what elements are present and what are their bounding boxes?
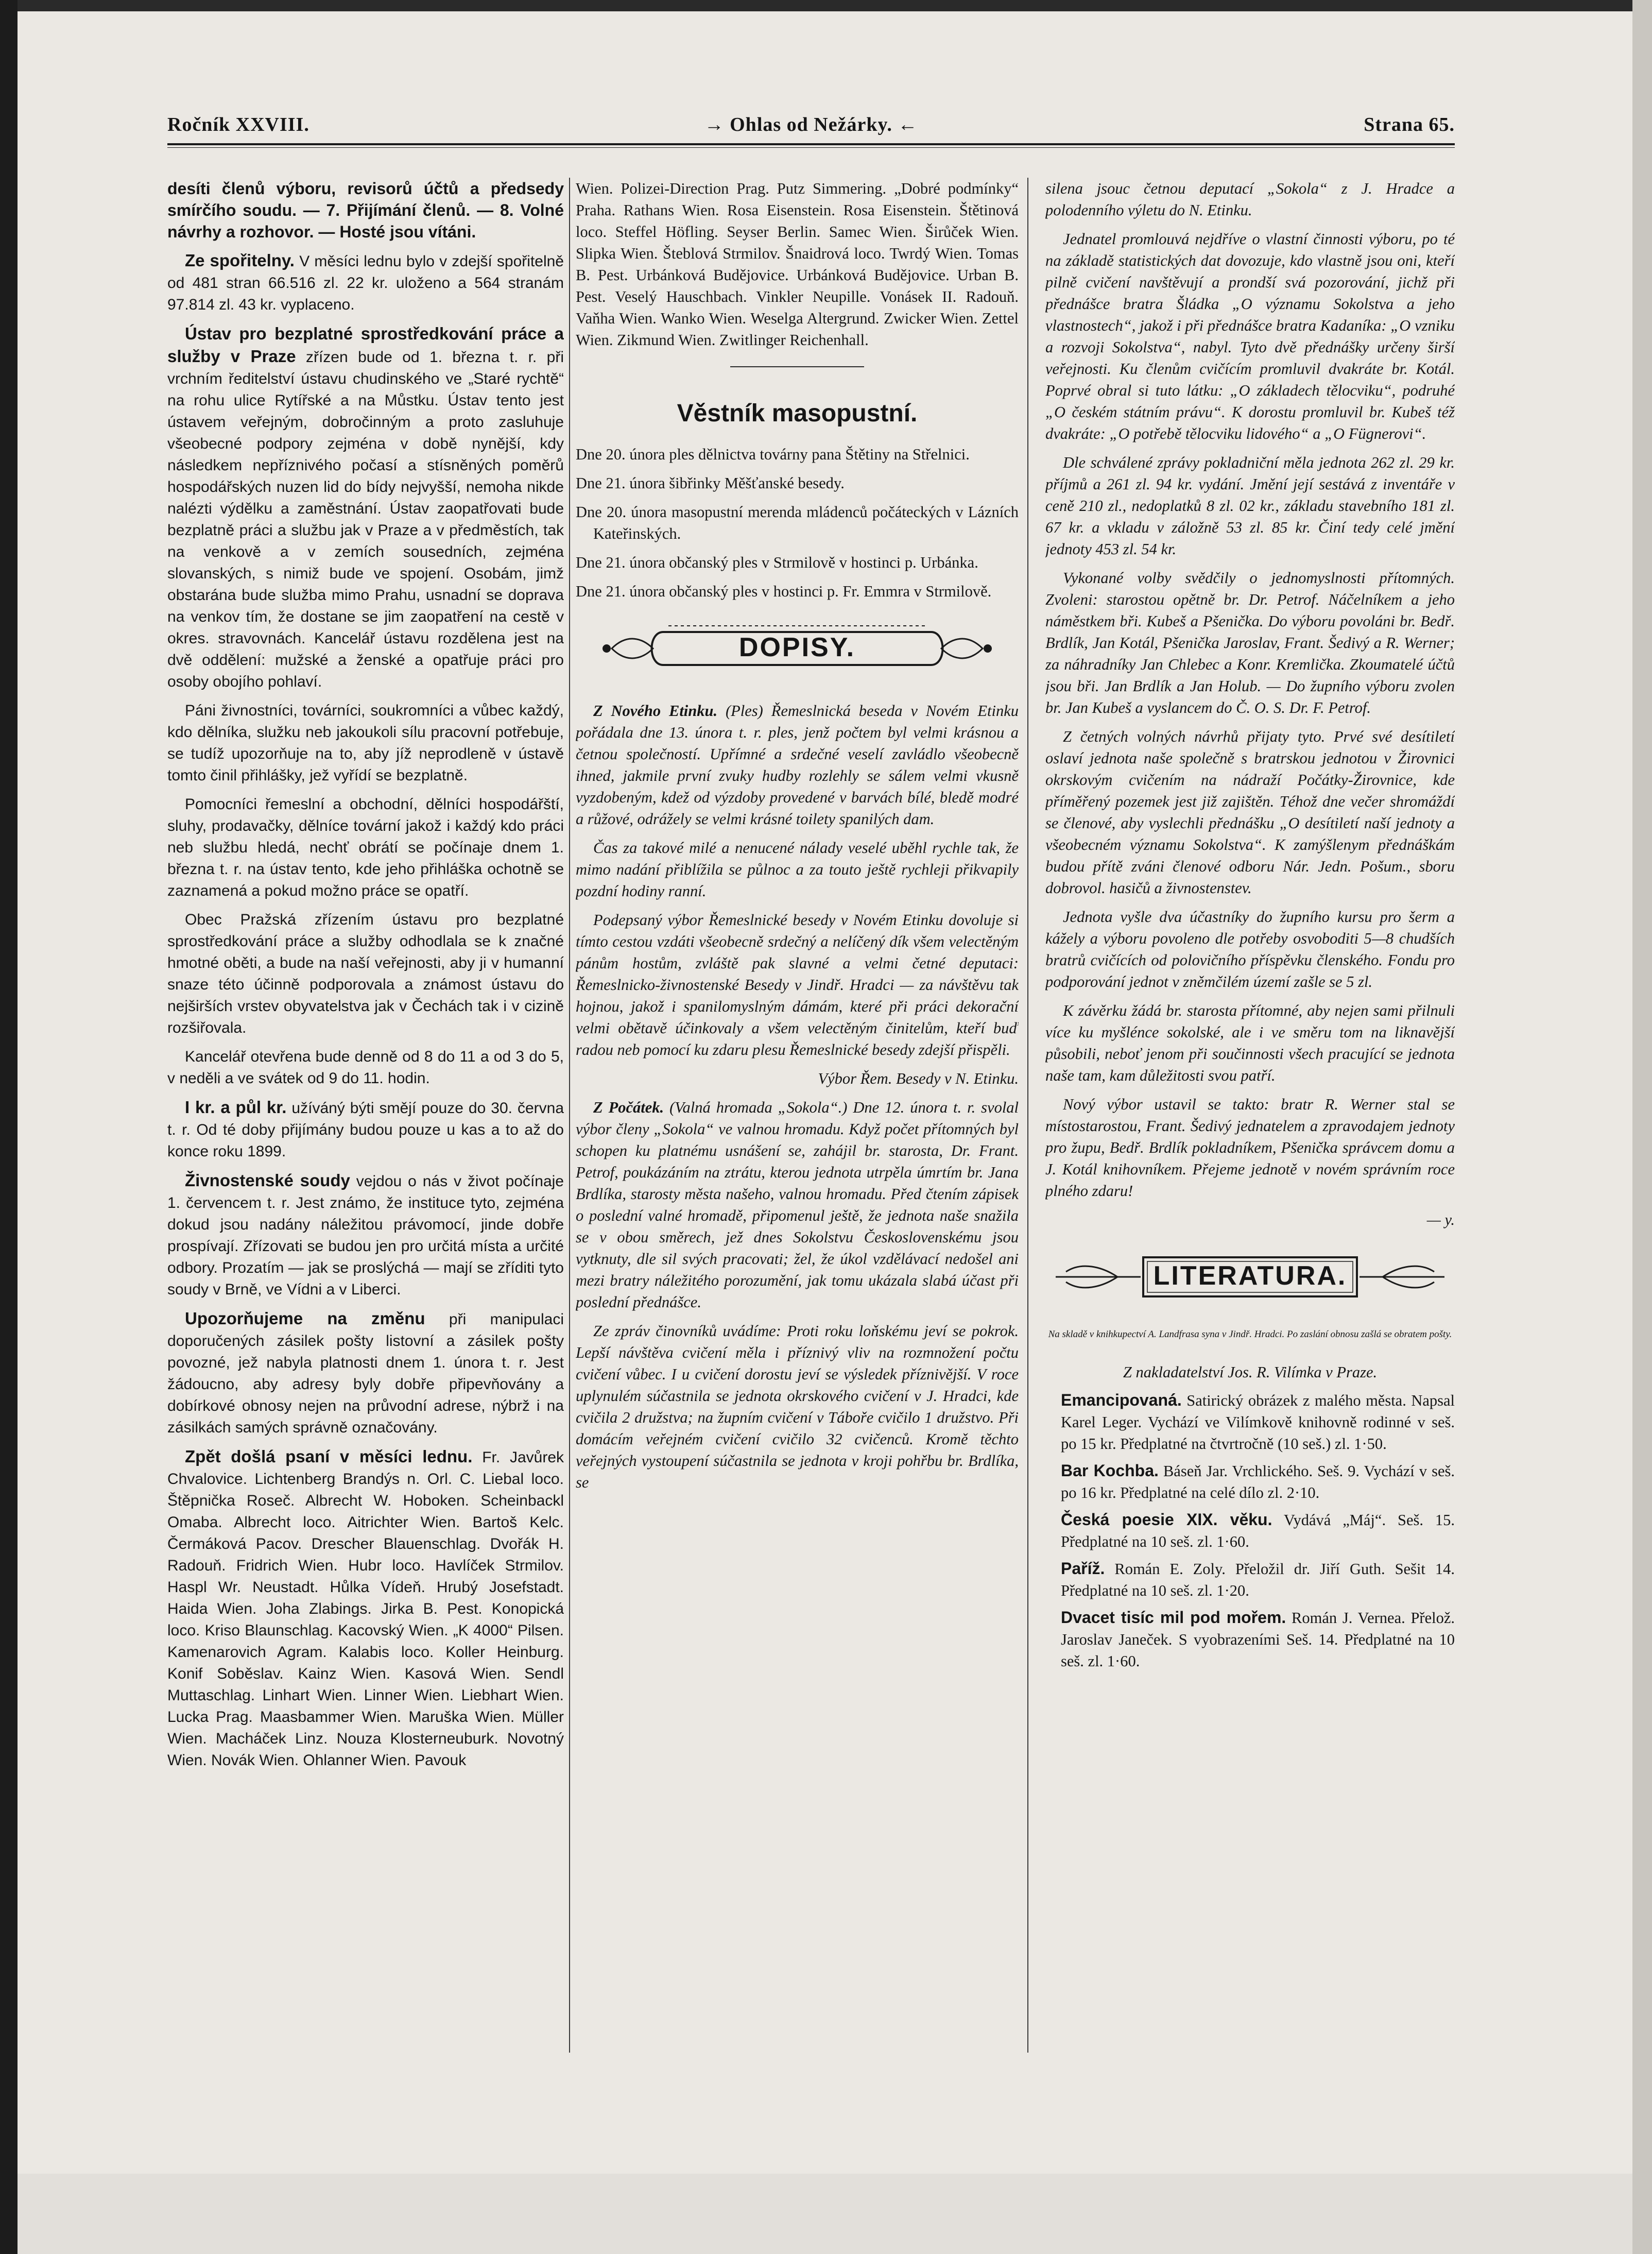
- scan-edge-left: [0, 0, 18, 2254]
- sokol-p7: K závěrku žádá br. starosta přítomné, aby nejen sami přilnuli více ku myšlénce sokolské, ale i ve směru tom na liknavější působili, neboť jenom při součinnosti všech pracující se jednota naše tam, kam důležitosti svou patří.: [1045, 1002, 1455, 1084]
- literatura-item-text: Báseň Jar. Vrchlického. Seš. 9. Vychází v seš. po 16 kr. Předplatné na celé dílo zl. 2·10.: [1061, 1462, 1455, 1501]
- letter-pocatek-sub: (Valná hromada „Sokola“.): [669, 1099, 848, 1116]
- returned-letters-continued: Wien. Polizei-Direction Prag. Putz Simmering. „Dobré podmínky“ Praha. Rathans Wien. Rosa Eisenstein. Rosa Eisenstein. Štětinová loco. Steffel Höfling. Seyser Berlin. Samec Wien. Širůček Wien. Slipka Wien. Šteblová Strmilov. Šnaidrová loco. Twrdý Wien. Tomas B. Pest. Urbánková Budějovice. Urbánková Budějovice. Urban B. Pest. Veselý Hauschbach. Vinkler Neupille. Vonásek II. Radouň. Vaňha Wien. Wanko Wien. Weselga Altergrund. Zwicker Wien. Zettel Wien. Zikmund Wien. Zwitlinger Reichenhall.: [576, 180, 1019, 349]
- literatura-note: Na skladě v knihkupectví A. Landfrasa syna v Jindř. Hradci. Po zaslání obnosu zašlá se obratem pošty.: [1048, 1329, 1452, 1340]
- letter-pocatek-p2: Ze zpráv činovníků uvádíme: Proti roku loňskému jeví se pokrok. Lepší návštěva cvičení měla i příznivý vliv na rozmnožení počtu cvičení vůbec. I u cvičení dorostu jeví se výsledek příznivější. V roce uplynulém súčastnila se jednota okrskového cvičení v J. Hradci, kde cvičila 2 družstva; na župním cvičení v Táboře cvičilo 1 družstvo. Při domácím veřejném cvičení cvičilo 32 cvičenců. Kromě těchto veřejných vystoupení súčastnila se jednota v kroji pohřbu br. Brdlíka, se: [576, 1322, 1019, 1491]
- article-zmena-lead: Upozorňujeme na změnu: [185, 1309, 425, 1328]
- sokol-signature: — y.: [1426, 1211, 1455, 1228]
- column-rule-right: [1027, 178, 1028, 2053]
- literatura-publisher: Z nakladatelství Jos. R. Vilímka v Praze.: [1123, 1363, 1378, 1381]
- literatura-item-title: Česká poesie XIX. věku.: [1061, 1510, 1272, 1529]
- column-1: [167, 178, 564, 2156]
- article-ustav-text: zřízen bude od 1. března t. r. při vrchním ředitelství ústavu chudinského ve „Staré rychtě“ na rohu ulice Rytířské a na Můstku. Ústav tento jest ústavem veřejným, dobročinným a proto zasluhuje všeobecné podpory zejména v době nynější, kdy následkem nepříznivého počasí a stísněných poměrů hospodářských nuzen lid do bídy nejvyšší, nemoha nikde nalézti výdělku a zaměstnání. Ústav zaopatřovati bude bezplatně práci a službu jak v Praze a v předměstích, tak na venkově a v zemích sousedních, zejména slovanských, s nimiž bude ve spojení. Osobám, jimž obstarána bude služba mimo Prahu, usnadní se doprava na venkov tím, že dostane se jim zaopatření na cestě v okres. stravovnách. Kancelář ústavu rozdělena jest na dvě oddělení: mužské a ženské a opatřuje práci pro osoby obojího pohlaví.: [167, 349, 564, 690]
- literatura-item-text: Vydává „Máj“. Seš. 15. Předplatné na 10 seš. zl. 1·60.: [1061, 1511, 1455, 1550]
- article-zmena: [167, 1308, 564, 1439]
- literatura-item-title: Bar Kochba.: [1061, 1461, 1159, 1480]
- article-psani-text: Fr. Javůrek Chvalovice. Lichtenberg Brandýs n. Orl. C. Liebal loco. Štěpnička Roseč. Albrecht W. Hoboken. Scheinbackl Omaba. Albrecht loco. Aitrichter Wien. Bartoš Kelc. Čermáková Pacov. Drescher Blauenschlag. Dvořák H. Radouň. Fridrich Wien. Hubr loco. Havlíček Strmilov. Haspl Wr. Neustadt. Hůlka Vídeň. Hrubý Josefstadt. Haida Wien. Joha Zlabings. Jirka B. Pest. Konopická loco. Kriso Blaunschlag. Kacovský Wien. „K 4000“ Pilsen. Kamenarovich Agram. Kalabis loco. Koller Heinburg. Konif Soběslav. Kainz Wien. Kasová Wien. Sendl Muttaschlag. Linhart Wien. Linner Wien. Liebhart Wien. Lucka Prag. Maasbammer Wien. Maruška Wien. Müller Wien. Macháček Linz. Nouza Klosterneuburk. Novotný Wien. Novák Wien. Ohlanner Wien. Pavouk: [167, 1449, 564, 1769]
- letter-pocatek-lead: Z Počátek.: [593, 1099, 664, 1116]
- section-divider: [730, 366, 864, 367]
- article-ustav-p5: Kancelář otevřena bude denně od 8 do 11 a od 3 do 5, v neděli a ve svátek od 9 do 11. hodin.: [167, 1048, 564, 1087]
- article-soudy-lead: Živnostenské soudy: [185, 1171, 350, 1190]
- sokol-cont: silena jsouc četnou deputací „Sokola“ z J. Hradce a polodenního výletu do N. Etinku.: [1045, 180, 1455, 219]
- sokol-p5: Z četných volných návrhů přijaty tyto. Prvé své desítiletí oslaví jednota naše společně s bratrskou jednotou v Žirovnici okrskovým cvičením na nádraží Počátky-Žirovnice, kde příměřený pozemek jest již zajištěn. Téhož dne večer shromáždí se členové, aby vyslechli přednášku „O desítiletí naší jednoty a všeobecném významu Sokolstva“. K zamýšlenym přednáškám budou přítě zváni členové odboru Nár. Jedn. Pošum., sboru dobrovol. hasičů a živnostenstev.: [1045, 728, 1455, 897]
- letter-etink-lead: Z Nového Etinku.: [593, 702, 718, 720]
- column-2: [576, 178, 1019, 2156]
- letter-etink-text: Řemeslnická beseda v Novém Etinku pořádala dne 13. února t. r. ples, jenž počtem byl velmi krásnou a četnou společností. Upřímné a srdečné veselí zavládlo všeobecně ihned, jakmile první zvuky hudby rozlehly se sálem velmi vkusně vyzdobeným, kdež od výzdoby provedené v barvách bílé, bledě modré a růžové, odrážely se velmi krásné toilety spanilých dam.: [576, 702, 1019, 828]
- letter-pocatek: [576, 1097, 1019, 1313]
- newspaper-title: → Ohlas od Nežárky. ←: [704, 114, 918, 135]
- page-number: Strana 65.: [1364, 114, 1455, 135]
- letter-pocatek-text: Dne 12. února t. r. svolal výbor členy „Sokola“ ve valnou hromadu. Když počet přítomných byl schopen ku platnému usnášení se, zahájil br. starosta, Dr. Frant. Petrof, poukázáním na ztrátu, kterou jednota utrpěla úmrtím br. Jana Brdlíka, starosty města našeho, valnou hromadu. Před čtením zápisek o poslední valné hromadě, připomenul ještě, že jednota naše snažila se v obou směrech, jež dnes Sokolstvu Československému jsou vytknuty, dle sil svých pracovati; žel, že úkol vzdělávací nedošel ani mezi bratry náležitého porozumění, jak tomu ukázala slabá účast při poslední přednášce.: [576, 1099, 1019, 1311]
- scan-bottom-margin: [18, 2174, 1632, 2254]
- literatura-item: [1045, 1607, 1455, 1672]
- vestnik-title: Věstník masopustní.: [677, 400, 918, 427]
- article-ustav-lead: Ústav pro bezplatné sprostředkování práce a služby v Praze: [167, 324, 564, 366]
- literatura-item: [1045, 1460, 1455, 1504]
- article-ustav: [167, 323, 564, 693]
- scan-edge-top: [0, 0, 1652, 11]
- sokol-p3: Dle schválené zprávy pokladniční měla jednota 262 zl. 29 kr. příjmů a 261 zl. 94 kr. vydání. Jmění její sestává z inventáře v ceně 210 zl., nedoplatků 8 zl. 02 kr., základu stavebního 181 zl. 67 kr. a vkladu v záložně 53 zl. 85 kr. Činí tedy celé jmění jednoty 453 zl. 54 kr.: [1045, 454, 1455, 558]
- vestnik-item: Dne 20. února ples dělnictva továrny pana Štětiny na Střelnici.: [576, 446, 970, 463]
- article-ustav-p2: Páni živnostníci, továrníci, soukromníci a vůbec každý, kdo dělníka, služku neb jakoukoli sílu pracovní potřebuje, se tudíž upozorňuje na to, aby jíž neprodleně v ústavě tomto činil přihlášky, jež vyřídí se bezplatně.: [167, 702, 564, 784]
- column-rule-left: [569, 178, 570, 2053]
- vestnik-item: Dne 21. února občanský ples v Strmilově v hostinci p. Urbánka.: [576, 554, 978, 571]
- dopisy-title: DOPISY.: [738, 633, 856, 662]
- literatura-item-text: Román J. Vernea. Přelož. Jaroslav Janeček. S vyobrazeními Seš. 14. Předplatné na 10 seš. zl. 1·60.: [1061, 1609, 1455, 1670]
- literatura-title: LITERATURA.: [1153, 1261, 1347, 1291]
- literatura-banner: [1045, 1246, 1455, 1308]
- sokol-p8: Nový výbor ustavil se takto: bratr R. Werner stal se místostarostou, Frant. Šedivý jednatelem a zpravodajem jednoty pro župu, Bedř. Brdlík pokladníkem, Pšenička správcem domu a J. Kotál knihovníkem. Přejeme jednotě v novém správním roce plného zdaru!: [1045, 1096, 1455, 1200]
- column-3: [1045, 178, 1455, 2156]
- literatura-item-title: Paříž.: [1061, 1559, 1105, 1578]
- sokol-p2: Jednatel promlouvá nejdříve o vlastní činnosti výboru, po té na základě statistických dat dovozuje, kdo vlastně jsou oni, kteří pilně cvičení navštěvují a prondší svá pozorování, jichž při přednášce bratra Šládka „O významu Sokolstva a jeho vlastnostech“, jakož i při přednášce bratra Kadaníka: „O vzniku a rozvoji Sokolstva“, nabyl. Tyto dvě přednášky určeny širší veřejnosti. Ku členům cvičícím promluvil dvakráte br. Kotál. Poprvé obral si tuto látku: „O základech tělocviku“, podruhé „O českém státním právu“. K dorostu promluvil br. Kubeš též dvakráte: „O potřebě tělocviku lidového“ a „O Fügnerovi“.: [1045, 230, 1455, 442]
- meeting-agenda-end: desíti členů výboru, revisorů účtů a předsedy smírčího soudu. — 7. Přijímání členů. — 8. Volné návrhy a rozhovor. — Hosté jsou vítáni.: [167, 179, 564, 241]
- article-psani: [167, 1446, 564, 1771]
- letter-etink-p3: Podepsaný výbor Řemeslnické besedy v Novém Etinku dovoluje si tímto cestou vzdáti všeobecně srdečný a nelíčený dík všem velectěným pánům hostům, zvláště pak slavné a velmi četné deputaci: Řemeslnicko-živnostenské Besedy v Jindř. Hradci — za návštěvu tak hojnou, jakož i spanilomyslným dámám, které při práci dekorační velmi obětavě účinkovaly a všem velectěným činitelům, kteří buď radou neb pomocí ku zdaru plesu Řemeslnické besedy zdejší přispěli.: [576, 911, 1019, 1058]
- article-kr: [167, 1097, 564, 1163]
- literatura-item-text: Satirický obrázek z malého města. Napsal Karel Leger. Vychází ve Vilímkově knihovně rodinné v seš. po 15 kr. Předplatné na čtvrtročně (10 seš.) zl. 1·50.: [1061, 1392, 1455, 1453]
- literatura-item: [1045, 1558, 1455, 1601]
- article-psani-lead: Zpět došlá psaní v měsíci lednu.: [185, 1447, 473, 1466]
- scan-edge-right: [1632, 0, 1652, 2254]
- vestnik-item: Dne 20. února masopustní merenda mládenců počáteckých v Lázních Kateřinských.: [576, 503, 1019, 542]
- literatura-item: [1045, 1389, 1455, 1455]
- literatura-item: [1045, 1509, 1455, 1552]
- letter-etink-sub: (Ples): [726, 702, 763, 720]
- article-sporitelna: [167, 250, 564, 316]
- article-ustav-p3: Pomocníci řemeslní a obchodní, dělníci hospodářští, sluhy, prodavačky, dělníce tovární jakož i každý kdo práci neb službu hledá, nechť obrátí se počínaje dnem 1. března t. r. na ústav tento, kde jeho přihláška ochotně se zaznamená a pokud možno práce se opatří.: [167, 796, 564, 899]
- article-sporitelna-text: V měsíci lednu bylo v zdejší spořitelně od 481 stran 66.516 zl. 22 kr. uloženo a 564 stranám 97.814 zl. 43 kr. vyplaceno.: [167, 253, 564, 313]
- literatura-item-text: Román E. Zoly. Přeložil dr. Jiří Guth. Sešit 14. Předplatné na 10 seš. zl. 1·20.: [1061, 1560, 1455, 1599]
- article-ustav-p4: Obec Pražská zřízením ústavu pro bezplatné sprostředkování práce a služby odhodlala se k značné hmotné oběti, a bude na naší veřejnosti, aby ji v humanní snaze této účinně podporovala a známost ústavu do nejširších vrstev obyvatelstva jak v Čechách tak i v cizině rozšiřovala.: [167, 911, 564, 1036]
- letter-etink-signature: Výbor Řem. Besedy v N. Etinku.: [818, 1070, 1019, 1087]
- article-soudy-text: vejdou o nás v život počínaje 1. červencem t. r. Jest známo, že instituce tyto, zejména dokud jsou nadány náležitou právomocí, jinde dobře prospívají. Zřízovati se budou jen pro určitá místa a určité odbory. Prozatím — jak se proslýchá — mají se zříditi tyto soudy v Brně, ve Vídni a v Liberci.: [167, 1173, 564, 1298]
- dopisy-banner: [576, 618, 1019, 679]
- article-kr-lead: I kr. a půl kr.: [185, 1098, 287, 1117]
- header-rule-thin: [167, 147, 1455, 148]
- article-kr-text: užíváný býti smějí pouze do 30. června t. r. Od té doby přijímány budou pouze u kas a to až do konce roku 1899.: [167, 1100, 564, 1160]
- running-head: [167, 113, 1455, 144]
- literatura-item-title: Emancipovaná.: [1061, 1391, 1182, 1409]
- volume-label: Ročník XXVIII.: [167, 114, 309, 135]
- sokol-p6: Jednota vyšle dva účastníky do župního kursu pro šerm a kážely a výboru povoleno dle potřeby osvoboditi 5—8 chudších bratrů cvičících od polovičního příspěvku členského. Fondu pro podporování jednot v zněmčilém území zašle se 5 zl.: [1045, 908, 1455, 991]
- vestnik-item: Dne 21. února šibřinky Měšťanské besedy.: [576, 474, 845, 492]
- article-zmena-text: při manipulaci doporučených zásilek pošty listovní a zásilek pošty povozné, jež nabyla platnosti dnem 1. února t. r. Jest žádoucno, aby adresy byly dobře připevňovány a dobírkové obnosy nejen na průvodní adrese, nýbrž i na zásilkách samých správně označovány.: [167, 1311, 564, 1436]
- vestnik-item: Dne 21. února občanský ples v hostinci p. Fr. Emmra v Strmilově.: [576, 583, 992, 600]
- header-rule: [167, 143, 1455, 145]
- article-sporitelna-lead: Ze spořitelny.: [185, 251, 295, 270]
- sokol-p4: Vykonané volby svědčily o jednomyslnosti přítomných. Zvoleni: starostou opětně br. Dr. Petrof. Náčelníkem a jeho náměstkem bři. Kubeš a Pšenička. Do výboru povoláni br. Bedř. Brdlík, Jan Kotál, Pšenička Jaroslav, Frant. Šedivý a R. Werner; za náhradníky Jan Chlebec a Konr. Kremlička. Zkoumatelé účtů jsou bři. Jan Brdlík a Jan Holub. — Do župního výboru zvolen br. Jan Kubeš a vyslancem do Č. O. S. Dr. F. Petrof.: [1045, 569, 1455, 716]
- article-soudy: [167, 1170, 564, 1301]
- letter-etink-p2: Čas za takové milé a nenucené nálady veselé uběhl rychle tak, že mimo nadání přiblížila se půlnoc a za touto ještě rychleji přikvapily pozdní hodiny ranní.: [576, 839, 1019, 900]
- letter-etink: [576, 700, 1019, 830]
- literatura-item-title: Dvacet tisíc mil pod mořem.: [1061, 1608, 1286, 1627]
